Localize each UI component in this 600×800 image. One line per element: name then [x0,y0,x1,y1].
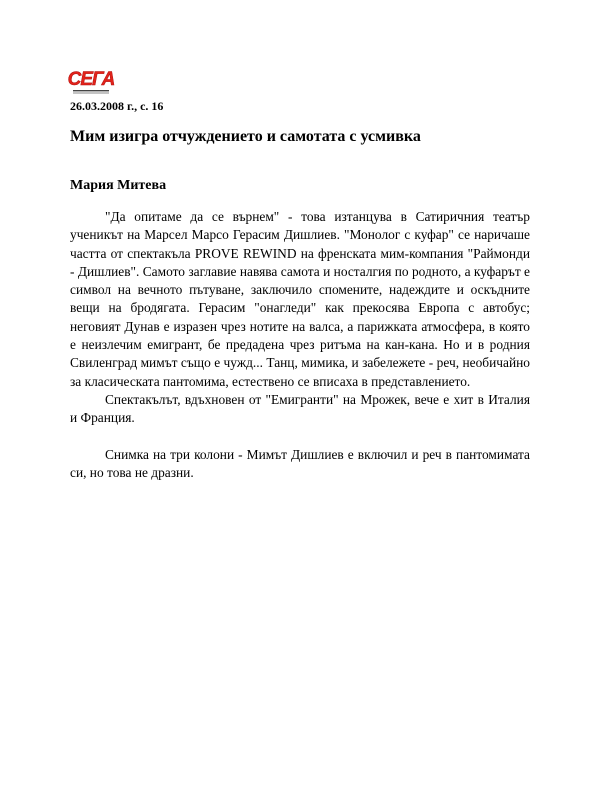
article-paragraph: Спектакълът, вдъхновен от "Емигранти" на Мрожек, вече е хит в Италия и Франция. [70,391,530,426]
sega-logo [67,66,115,96]
photo-caption: Снимка на три колони - Мимът Дишлиев е включил и реч в пантомимата си, но това не дразни. [70,446,530,481]
article-author: Мария Митева [70,178,167,193]
article-body [70,208,530,482]
article-paragraph: "Да опитаме да се върнем" - това изтанцува в Сатиричния театър ученикът на Марсел Марсо Герасим Дишлиев. "Монолог с куфар" се наричаше частта от спектакъла PROVE REWIND на френската мим-компания "Раймонди - Дишлиев". Самото заглавие навява самота и носталгия по родното, а куфарът е символ на вечното пътуване, заключило спомените, надеждите и оскъдните вещи на бродягата. Герасим "онагледи" как прекосява Европа с автобус; неговият Дунав е изразен чрез нотите на валса, а парижката атмосфера, в която е неизлечим емигрант, бе предадена чрез ритъма на кан-кана. Но и в родния Свиленград мимът също е чужд... Танц, мимика, и забележете - реч, необичайно за класическата пантомима, естествено се вписаха в представлението. [70,209,530,389]
sega-logo-icon [67,66,115,96]
publication-date-page: 26.03.2008 г., с. 16 [70,99,164,113]
sega-logo-text: СЕГА [67,69,115,90]
article-title: Мим изигра отчуждението и самотата с усмивка [70,128,421,145]
